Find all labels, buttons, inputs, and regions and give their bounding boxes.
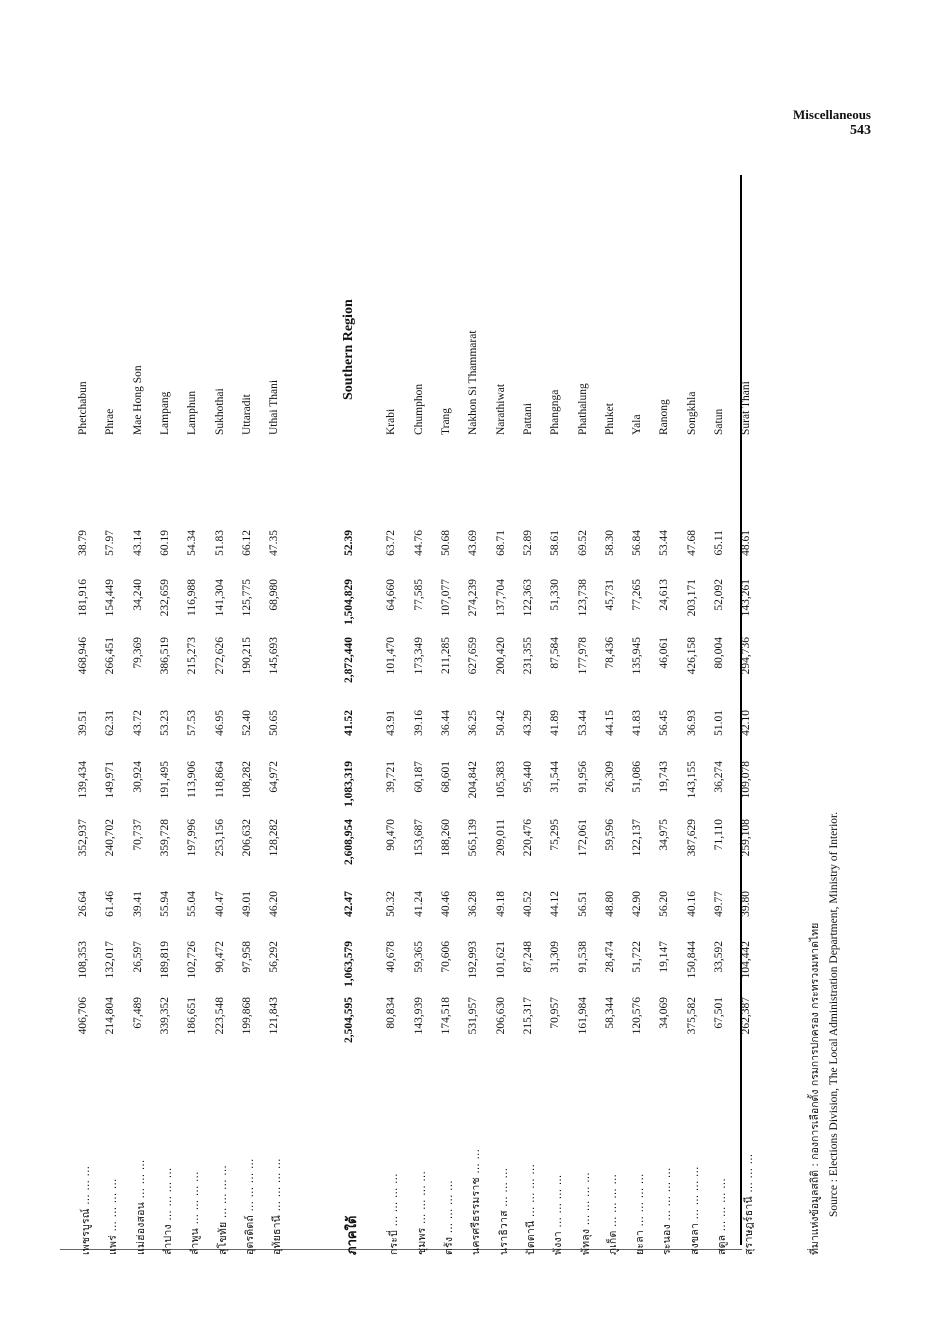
province-english-name: Krabi [385, 408, 398, 435]
table-cell: 41.24 [412, 891, 425, 917]
table-cell: 70,957 [549, 997, 562, 1029]
source-english: Source : Elections Division, The Local Administration Department, Ministry of Interior. [827, 811, 840, 1217]
table-cell: 39.41 [131, 891, 144, 917]
table-cell: 64,660 [385, 579, 398, 611]
table-cell: 44.12 [549, 891, 562, 917]
table-row [438, 175, 458, 1255]
table-cell: 44.15 [603, 710, 616, 736]
table-cell: 63.72 [385, 530, 398, 556]
table-cell: 41.83 [631, 710, 644, 736]
table-cell: 132,017 [104, 941, 117, 979]
region-total-cell: 52.39 [343, 530, 356, 556]
table-cell: 43.29 [521, 710, 534, 736]
table-row [575, 175, 595, 1255]
table-cell: 24,613 [658, 579, 671, 611]
table-cell: 107,077 [440, 579, 452, 617]
table-cell: 91,538 [576, 941, 589, 973]
table-cell: 102,726 [186, 941, 199, 979]
province-english-name: Phangnga [549, 389, 562, 435]
table-cell: 52.40 [240, 710, 253, 736]
region-total-cell: 41.52 [343, 710, 356, 736]
province-english-name: Trang [440, 407, 452, 435]
province-thai-name: สงขลา ... ... ... ... [688, 1166, 701, 1255]
table-cell: 253,156 [213, 819, 226, 857]
province-english-name: Satun [713, 408, 725, 435]
table-cell: 206,632 [240, 819, 253, 857]
table-cell: 31,544 [549, 761, 562, 793]
province-english-name: Yala [631, 414, 644, 435]
table-cell: 55.94 [158, 891, 171, 917]
table-cell: 41.89 [549, 710, 562, 736]
table-cell: 59,596 [603, 819, 616, 851]
table-cell: 60.19 [158, 530, 171, 556]
table-cell: 26,597 [131, 941, 144, 973]
table-cell: 189,819 [158, 941, 171, 979]
table-cell: 186,651 [186, 997, 199, 1035]
table-cell: 59,365 [412, 941, 425, 973]
table-cell: 36.28 [467, 891, 480, 917]
table-cell: 150,844 [685, 941, 698, 979]
table-cell: 45,731 [603, 579, 616, 611]
table-row [130, 175, 150, 1255]
province-english-name: Narathiwat [494, 383, 507, 435]
table-cell: 36,274 [713, 761, 725, 793]
table-cell: 531,957 [467, 997, 480, 1035]
table-cell: 66.12 [240, 530, 253, 556]
table-cell: 69.52 [576, 530, 589, 556]
province-thai-name: ชุมพร ... ... ... ... [415, 1170, 428, 1255]
table-cell: 565,139 [467, 819, 480, 857]
table-cell: 64,972 [268, 761, 281, 793]
table-row [520, 175, 540, 1255]
table-row [383, 175, 403, 1255]
table-cell: 40.16 [685, 891, 698, 917]
source-thai: ที่มาแห่งข้อมูลสถิติ : กองการเลือกตั้ง กรมการปกครอง กระทรวงมหาดไทย [808, 922, 821, 1255]
table-cell: 108,282 [240, 761, 253, 799]
province-english-name: Uttaradit [240, 394, 253, 435]
table-cell: 172,061 [576, 819, 589, 857]
table-cell: 214,804 [104, 997, 117, 1035]
table-cell: 359,728 [158, 819, 171, 857]
province-english-name: Uthai Thani [268, 379, 281, 435]
table-cell: 67,489 [131, 997, 144, 1029]
table-cell: 143,155 [685, 761, 698, 799]
table-cell: 56.45 [658, 710, 671, 736]
province-thai-name: สุโขทัย ... ... ... ... [216, 1165, 229, 1255]
table-cell: 52,092 [713, 579, 725, 611]
table-cell: 67,501 [713, 997, 725, 1029]
table-cell: 56.84 [631, 530, 644, 556]
table-cell: 80,834 [385, 997, 398, 1029]
table-cell: 68,601 [440, 761, 452, 793]
table-cell: 50.42 [494, 710, 507, 736]
table-cell: 19,743 [658, 761, 671, 793]
table-cell: 46,061 [658, 637, 671, 669]
table-cell: 51,722 [631, 941, 644, 973]
table-cell: 68.71 [494, 530, 507, 556]
table-cell: 33,592 [713, 941, 725, 973]
table-cell: 173,349 [412, 637, 425, 675]
table-cell: 53.44 [658, 530, 671, 556]
table-cell: 120,576 [631, 997, 644, 1035]
section-title: Miscellaneous [793, 107, 871, 122]
table-cell: 48.80 [603, 891, 616, 917]
table-cell: 78,436 [603, 637, 616, 669]
table-cell: 50.68 [440, 530, 452, 556]
table-cell: 259,108 [740, 819, 753, 857]
table-cell: 40.47 [213, 891, 226, 917]
table-cell: 468,946 [77, 637, 89, 675]
table-cell: 294,736 [740, 637, 753, 675]
table-cell: 123,738 [576, 579, 589, 617]
table-cell: 122,137 [631, 819, 644, 857]
table-cell: 51.01 [713, 710, 725, 736]
table-row [738, 175, 758, 1255]
province-thai-name: ลำปาง ... ... ... ... [161, 1167, 174, 1255]
table-cell: 51,330 [549, 579, 562, 611]
table-cell: 90,470 [385, 819, 398, 851]
table-cell: 128,282 [268, 819, 281, 857]
table-row [602, 175, 622, 1255]
table-cell: 215,317 [521, 997, 534, 1035]
table-cell: 211,285 [440, 637, 452, 674]
table-row [656, 175, 676, 1255]
table-cell: 149,971 [104, 761, 117, 799]
region-total-cell: 2,608,954 [343, 819, 356, 865]
table-cell: 53.44 [576, 710, 589, 736]
province-thai-name: แม่ฮ่องสอน ... ... ... [134, 1159, 147, 1255]
province-english-name: Songkhla [685, 391, 698, 435]
table-cell: 141,304 [213, 579, 226, 617]
table-cell: 43.91 [385, 710, 398, 736]
table-cell: 116,988 [186, 579, 199, 616]
table-cell: 109,078 [740, 761, 753, 799]
table-cell: 51.83 [213, 530, 226, 556]
table-cell: 139,434 [77, 761, 89, 799]
table-cell: 36.93 [685, 710, 698, 736]
table-cell: 203,171 [685, 579, 698, 617]
table-cell: 204,842 [467, 761, 480, 799]
table-cell: 125,775 [240, 579, 253, 617]
table-cell: 34,240 [131, 579, 144, 611]
table-cell: 122,363 [521, 579, 534, 617]
table-cell: 39.80 [740, 891, 753, 917]
table-cell: 34,069 [658, 997, 671, 1029]
table-cell: 177,978 [576, 637, 589, 675]
province-thai-name: กระบี่ ... ... ... ... [388, 1173, 401, 1255]
province-thai-name: นครศรีธรรมราช ... ... [470, 1148, 483, 1255]
province-thai-name: อุตรดิตถ์ ... ... ... ... [243, 1158, 256, 1255]
table-cell: 231,355 [521, 637, 534, 675]
table-cell: 87,248 [521, 941, 534, 973]
region-total-cell: 42.47 [343, 891, 356, 917]
table-cell: 28,474 [603, 941, 616, 973]
table-cell: 232,659 [158, 579, 171, 617]
table-row [684, 175, 704, 1255]
province-english-name: Surat Thani [740, 381, 753, 435]
table-cell: 77,585 [412, 579, 425, 611]
region-total-cell: 1,063,579 [343, 941, 356, 987]
table-cell: 58.61 [549, 530, 562, 556]
table-cell: 49.01 [240, 891, 253, 917]
table-cell: 104,442 [740, 941, 753, 979]
table-cell: 50.65 [268, 710, 281, 736]
page-header [793, 108, 871, 139]
table-cell: 53.23 [158, 710, 171, 736]
table-cell: 47.68 [685, 530, 698, 556]
table-cell: 79,369 [131, 637, 144, 669]
table-cell: 40,678 [385, 941, 398, 973]
table-cell: 240,702 [104, 819, 117, 857]
table-cell: 47.35 [268, 530, 281, 556]
table-cell: 44.76 [412, 530, 425, 556]
table-cell: 143,261 [740, 579, 753, 617]
table-cell: 39.51 [77, 710, 89, 736]
table-cell: 39.16 [412, 710, 425, 736]
table-cell: 153,687 [412, 819, 425, 857]
table-cell: 36.25 [467, 710, 480, 736]
table-cell: 43.14 [131, 530, 144, 556]
table-cell: 135,945 [631, 637, 644, 675]
table-cell: 192,993 [467, 941, 480, 979]
table-cell: 161,984 [576, 997, 589, 1035]
table-cell: 60,187 [412, 761, 425, 793]
table-cell: 30,924 [131, 761, 144, 793]
province-thai-name: อุทัยธานี ... ... ... ... [271, 1158, 284, 1255]
table-cell: 65.11 [713, 530, 725, 556]
table-cell: 387,629 [685, 819, 698, 857]
table-cell: 57.97 [104, 530, 117, 556]
table-cell: 42.10 [740, 710, 753, 736]
province-english-name: Lampang [158, 391, 171, 435]
rotated-table [75, 175, 840, 1255]
table-cell: 51,086 [631, 761, 644, 793]
table-cell: 206,630 [494, 997, 507, 1035]
table-cell: 52.89 [521, 530, 534, 556]
province-english-name: Chumphon [412, 383, 425, 435]
table-cell: 121,843 [268, 997, 281, 1035]
table-cell: 55.04 [186, 891, 199, 917]
table-cell: 56,292 [268, 941, 281, 973]
table-cell: 71,110 [713, 819, 725, 851]
table-cell: 34,975 [658, 819, 671, 851]
province-thai-name: นราธิวาส ... ... ... [497, 1167, 510, 1255]
table-cell: 154,449 [104, 579, 117, 617]
table-cell: 101,621 [494, 941, 507, 979]
table-row [184, 175, 204, 1255]
table-cell: 90,472 [213, 941, 226, 973]
province-english-name: Sukhothai [213, 388, 226, 435]
table-cell: 49.18 [494, 891, 507, 917]
table-cell: 108,353 [77, 941, 89, 979]
province-thai-name: สตูล ... ... ... ... [716, 1178, 728, 1255]
table-cell: 26.64 [77, 891, 89, 917]
table-row [547, 175, 567, 1255]
province-thai-name: ตรัง ... ... ... ... [443, 1180, 455, 1255]
table-cell: 199,868 [240, 997, 253, 1035]
region-thai-name: ภาคใต้ [345, 1215, 361, 1255]
table-cell: 220,476 [521, 819, 534, 857]
province-thai-name: ลำพูน ... ... ... ... [189, 1171, 202, 1255]
table-cell: 200,420 [494, 637, 507, 675]
province-thai-name: ระนอง ... ... ... ... [661, 1167, 674, 1255]
table-row [212, 175, 232, 1255]
province-english-name: Ranong [658, 399, 671, 435]
table-cell: 57.53 [186, 710, 199, 736]
page-number: 543 [850, 122, 871, 138]
table-cell: 42.90 [631, 891, 644, 917]
province-english-name: Phetchabun [77, 381, 89, 435]
table-cell: 40.46 [440, 891, 452, 917]
table-cell: 406,706 [77, 997, 89, 1035]
table-cell: 143,939 [412, 997, 425, 1035]
table-row [411, 175, 431, 1255]
table-cell: 48.61 [740, 530, 753, 556]
table-cell: 101,470 [385, 637, 398, 675]
table-cell: 97,958 [240, 941, 253, 973]
table-cell: 39,721 [385, 761, 398, 793]
table-cell: 197,996 [186, 819, 199, 857]
table-cell: 54.34 [186, 530, 199, 556]
table-row [75, 175, 95, 1255]
province-english-name: Lamphun [186, 390, 199, 435]
table-cell: 145,693 [268, 637, 281, 675]
table-row [465, 175, 485, 1255]
table-cell: 38.79 [77, 530, 89, 556]
table-row [102, 175, 122, 1255]
province-thai-name: ปัตตานี ... ... ... ... [524, 1164, 537, 1255]
table-cell: 43.69 [467, 530, 480, 556]
table-cell: 272,626 [213, 637, 226, 675]
table-cell: 70,737 [131, 819, 144, 851]
table-cell: 46.20 [268, 891, 281, 917]
table-cell: 49.77 [713, 891, 725, 917]
table-cell: 40.52 [521, 891, 534, 917]
table-cell: 61.46 [104, 891, 117, 917]
province-english-name: Mae Hong Son [131, 365, 144, 435]
table-cell: 215,273 [186, 637, 199, 675]
table-row [157, 175, 177, 1255]
table-row [711, 175, 731, 1255]
table-cell: 191,495 [158, 761, 171, 799]
table-cell: 70,606 [440, 941, 452, 973]
table-cell: 118,864 [213, 761, 226, 798]
table-cell: 181,916 [77, 579, 89, 617]
table-cell: 36.44 [440, 710, 452, 736]
table-cell: 43.72 [131, 710, 144, 736]
table-cell: 19,147 [658, 941, 671, 973]
table-row [493, 175, 513, 1255]
province-english-name: Nakhon Si Thammarat [467, 330, 480, 435]
table-row [629, 175, 649, 1255]
table-cell: 266,451 [104, 637, 117, 675]
table-cell: 58,344 [603, 997, 616, 1029]
table-cell: 62.31 [104, 710, 117, 736]
table-cell: 174,518 [440, 997, 452, 1035]
table-cell: 87,584 [549, 637, 562, 669]
table-cell: 262,387 [740, 997, 753, 1035]
table-cell: 68,980 [268, 579, 281, 611]
region-total-cell: 1,504,829 [343, 579, 356, 625]
province-thai-name: ภูเก็ต ... ... ... ... [606, 1173, 619, 1255]
table-cell: 26,309 [603, 761, 616, 793]
table-cell: 56.20 [658, 891, 671, 917]
table-cell: 352,937 [77, 819, 89, 857]
table-cell: 75,295 [549, 819, 562, 851]
region-total-cell: 1,083,319 [343, 761, 356, 807]
table-cell: 190,215 [240, 637, 253, 675]
table-cell: 77,265 [631, 579, 644, 611]
table-cell: 91,956 [576, 761, 589, 793]
province-english-name: Phuket [603, 403, 616, 435]
table-cell: 627,659 [467, 637, 480, 675]
province-thai-name: สุราษฎร์ธานี ... ... ... [743, 1153, 756, 1255]
table-cell: 31,309 [549, 941, 562, 973]
province-english-name: Pattani [521, 403, 534, 435]
table-cell: 46.95 [213, 710, 226, 736]
table-cell: 95,440 [521, 761, 534, 793]
table-row [266, 175, 286, 1255]
table-cell: 80,004 [713, 637, 725, 669]
table-cell: 56.51 [576, 891, 589, 917]
table-cell: 137,704 [494, 579, 507, 617]
table-cell: 50.32 [385, 891, 398, 917]
table-cell: 58.30 [603, 530, 616, 556]
table-cell: 386,519 [158, 637, 171, 675]
region-total-cell: 2,504,595 [343, 997, 356, 1043]
province-thai-name: แพร่ ... ... ... ... [107, 1178, 120, 1255]
province-thai-name: ยะลา ... ... ... ... [634, 1173, 647, 1255]
region-english-name: Southern Region [341, 299, 357, 400]
province-thai-name: พัทลุง ... ... ... ... [579, 1172, 592, 1255]
province-thai-name: พังงา ... ... ... ... [552, 1174, 565, 1255]
table-cell: 113,906 [186, 761, 199, 798]
table-cell: 274,239 [467, 579, 480, 617]
table-cell: 375,582 [685, 997, 698, 1035]
region-total-cell: 2,872,440 [343, 637, 356, 683]
province-thai-name: เพชรบูรณ์ ... ... ... [80, 1165, 92, 1255]
table-cell: 105,383 [494, 761, 507, 799]
table-cell: 339,352 [158, 997, 171, 1035]
table-cell: 209,011 [494, 819, 507, 856]
province-english-name: Phathalung [576, 383, 589, 435]
table-cell: 223,548 [213, 997, 226, 1035]
table-cell: 426,158 [685, 637, 698, 675]
table-cell: 188,260 [440, 819, 452, 857]
province-english-name: Phrae [104, 408, 117, 435]
table-row [239, 175, 259, 1255]
region-row [341, 175, 361, 1255]
